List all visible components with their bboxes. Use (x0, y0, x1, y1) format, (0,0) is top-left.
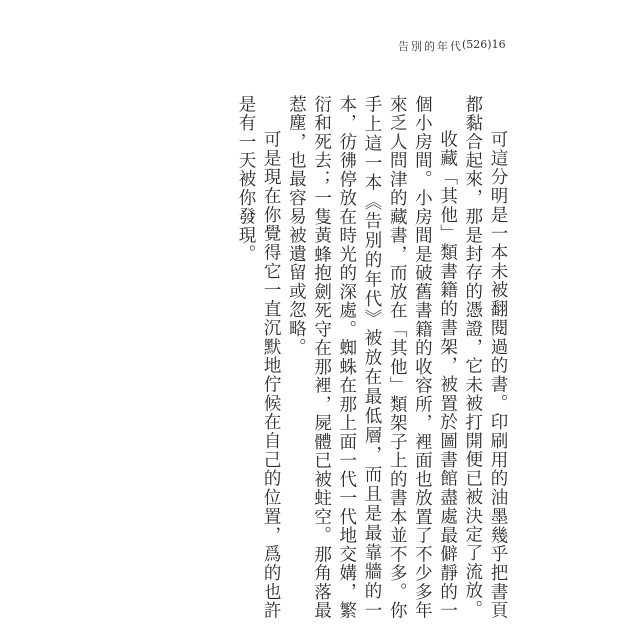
paragraph-3: 可是現在你覺得它一直沉默地佇候在自己的位置，爲的也許是有一天被你發現。 (235, 95, 282, 620)
vertical-text-block (233, 95, 510, 620)
paragraph-2: 收藏「其他」類書籍的書架，被置於圖書館盡處最僻靜的一個小房間。小房間是破舊書籍的收容所，裡面也放置了不少多年來乏人問津的藏書，而放在「其他」類架子上的書本並不多。你手上這一本《告別的年代》被放在最低層，而且是最靠牆的一本，彷彿停放在時光的深處。蜘蛛在那上面一代一代地交媾，繁衍和死去；一隻黃蜂抱劍死守在那裡，屍體已被蛀空。那角落最惹塵，也最容易被遺留或忽略。 (286, 95, 458, 620)
running-title: 告別的年代 (398, 40, 463, 53)
page-number: (526)16 (462, 38, 506, 51)
paragraph-1: 可這分明是一本未被翻閱過的書。印刷用的油墨幾乎把書頁都黏合起來，那是封存的憑證，它未被打開便已被決定了流放。 (462, 95, 508, 620)
